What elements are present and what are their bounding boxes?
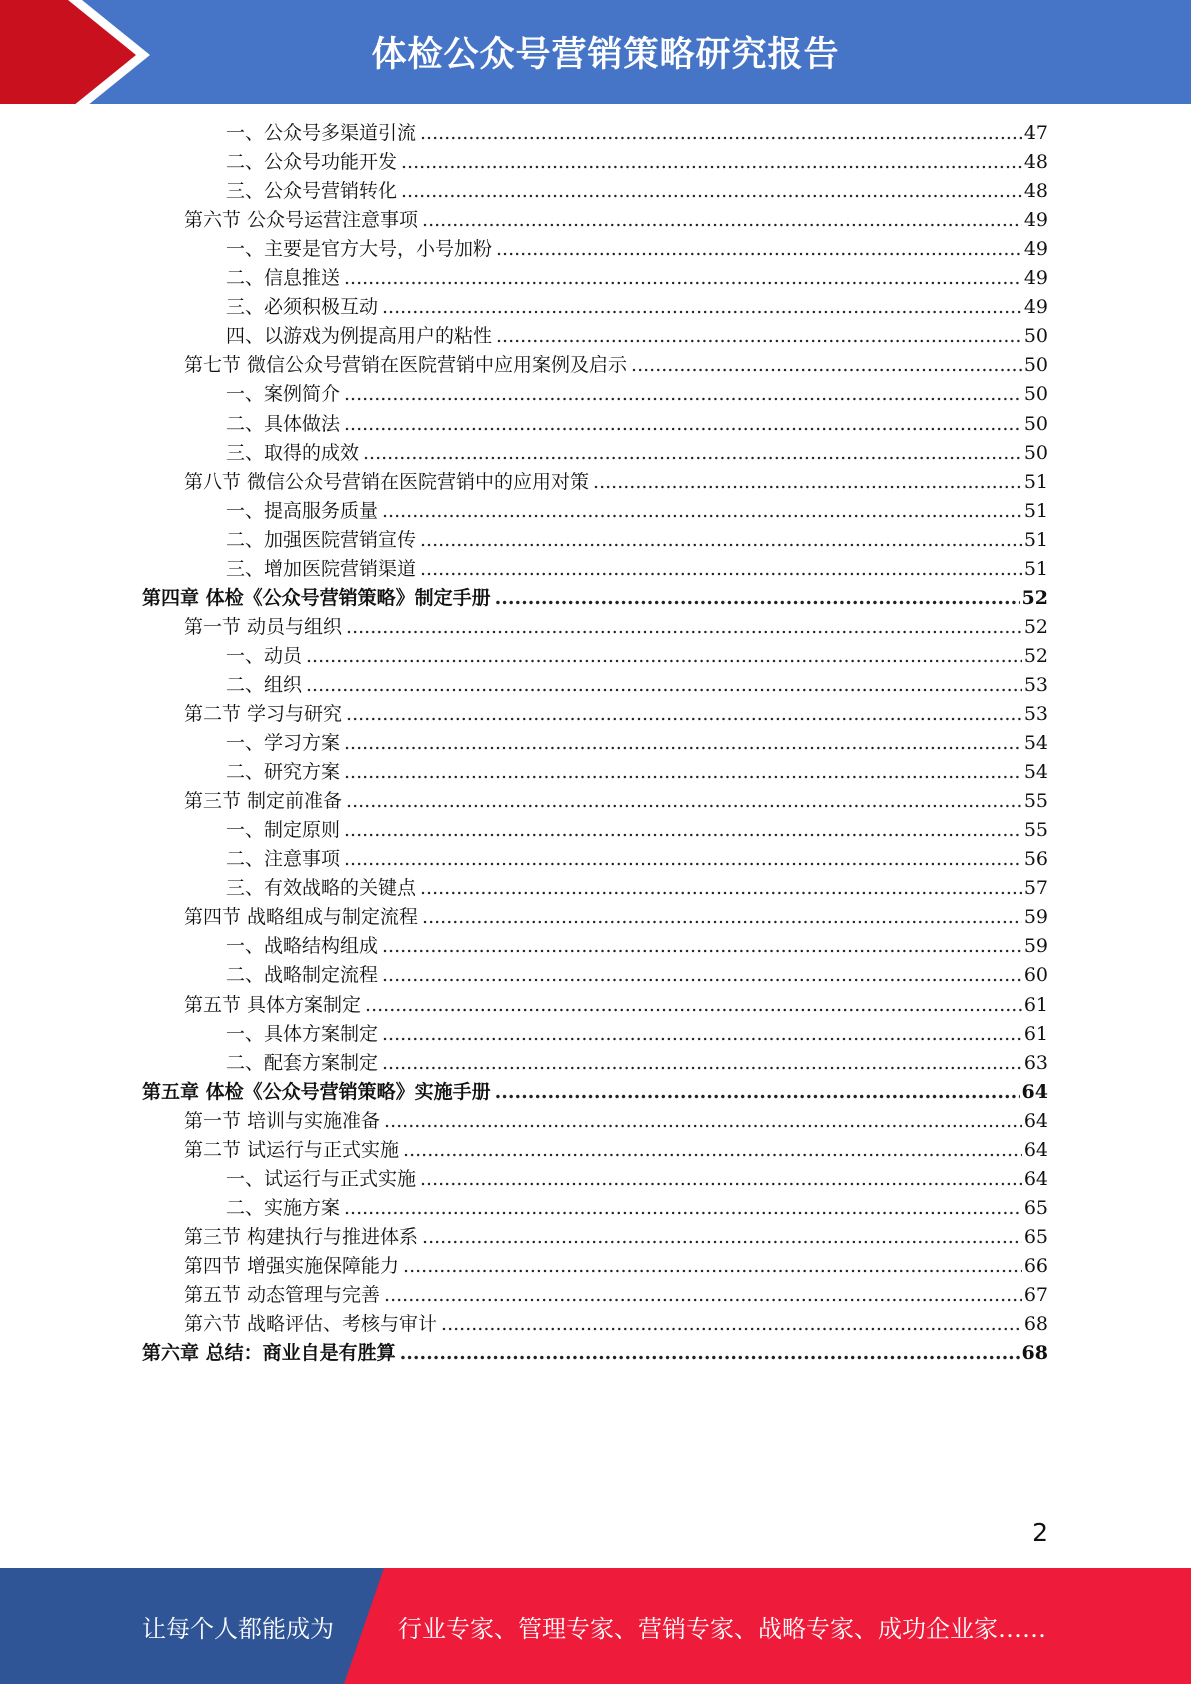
- toc-entry-page: 52: [1023, 615, 1048, 638]
- toc-entry-title: 二、战略制定流程: [226, 964, 379, 987]
- toc-dot-leader: [344, 815, 1022, 846]
- toc-entry-page: 66: [1023, 1254, 1048, 1277]
- toc-entry-title: 二、加强医院营销宣传: [226, 528, 417, 551]
- toc-subsection-entry[interactable]: [226, 263, 1048, 294]
- toc-subsection-entry[interactable]: [226, 438, 1048, 469]
- toc-entry-page: 63: [1023, 1051, 1048, 1074]
- toc-subsection-entry[interactable]: [226, 1048, 1048, 1079]
- toc-entry-title: 第五节 具体方案制定: [184, 993, 362, 1016]
- toc-subsection-entry[interactable]: [226, 321, 1048, 352]
- footer-slogan-right: 行业专家、管理专家、营销专家、战略专家、成功企业家……: [398, 1614, 1046, 1643]
- toc-dot-leader: [593, 467, 1022, 498]
- toc-entry-title: 第七节 微信公众号营销在医院营销中应用案例及启示: [184, 354, 628, 377]
- toc-dot-leader: [420, 554, 1022, 585]
- toc-entry-title: 第四节 增强实施保障能力: [184, 1254, 400, 1277]
- toc-dot-leader: [495, 583, 1020, 614]
- toc-dot-leader: [346, 786, 1022, 817]
- toc-entry-page: 54: [1023, 732, 1048, 755]
- toc-subsection-entry[interactable]: [226, 728, 1048, 759]
- toc-entry-title: 一、提高服务质量: [226, 499, 379, 522]
- toc-entry-title: 一、公众号多渠道引流: [226, 122, 417, 144]
- toc-entry-title: 三、取得的成效: [226, 441, 360, 464]
- toc-entry-title: 第六节 战略评估、考核与审计: [184, 1313, 438, 1336]
- toc-section-entry[interactable]: [184, 1280, 1048, 1311]
- toc-entry-title: 一、动员: [226, 644, 303, 667]
- page-number: 2: [1032, 1518, 1048, 1547]
- toc-entry-page: 51: [1023, 528, 1048, 551]
- toc-dot-leader: [403, 1135, 1022, 1166]
- toc-dot-leader: [344, 263, 1022, 294]
- toc-entry-page: 61: [1023, 993, 1048, 1016]
- toc-dot-leader: [496, 234, 1022, 265]
- toc-entry-page: 55: [1023, 790, 1048, 813]
- footer-slogan-left: 让每个人都能成为: [142, 1614, 334, 1643]
- toc-entry-page: 49: [1023, 267, 1048, 290]
- toc-dot-leader: [384, 1106, 1022, 1137]
- toc-dot-leader: [382, 1019, 1022, 1050]
- toc-entry-title: 第二节 试运行与正式实施: [184, 1138, 400, 1161]
- toc-subsection-entry[interactable]: [226, 176, 1048, 207]
- toc-section-entry[interactable]: [184, 1251, 1048, 1282]
- toc-section-entry[interactable]: [184, 786, 1048, 817]
- toc-dot-leader: [631, 350, 1022, 381]
- toc-entry-page: 50: [1023, 383, 1048, 406]
- toc-dot-leader: [344, 844, 1022, 875]
- toc-dot-leader: [403, 1251, 1022, 1282]
- toc-subsection-entry[interactable]: [226, 379, 1048, 410]
- toc-dot-leader: [346, 612, 1022, 643]
- toc-subsection-entry[interactable]: [226, 873, 1048, 904]
- toc-dot-leader: [400, 1338, 1020, 1369]
- toc-entry-page: 65: [1023, 1225, 1048, 1248]
- toc-entry-title: 一、战略结构组成: [226, 935, 379, 958]
- toc-entry-page: 52: [1023, 644, 1048, 667]
- toc-entry-title: 三、增加医院营销渠道: [226, 557, 417, 580]
- toc-entry-page: 52: [1021, 586, 1048, 609]
- toc-dot-leader: [422, 205, 1022, 236]
- toc-entry-title: 一、具体方案制定: [226, 1022, 379, 1045]
- toc-entry-title: 第五章 体检《公众号营销策略》实施手册: [142, 1080, 491, 1103]
- toc-entry-page: 56: [1023, 848, 1048, 871]
- toc-dot-leader: [365, 990, 1022, 1021]
- toc-dot-leader: [344, 379, 1022, 410]
- toc-chapter-entry[interactable]: [142, 1338, 1048, 1369]
- toc-entry-page: 64: [1021, 1080, 1048, 1103]
- toc-entry-title: 第四节 战略组成与制定流程: [184, 906, 419, 929]
- toc-subsection-entry[interactable]: [226, 525, 1048, 556]
- toc-dot-leader: [420, 525, 1022, 556]
- toc-section-entry[interactable]: [184, 902, 1048, 933]
- toc-dot-leader: [422, 902, 1022, 933]
- toc-entry-page: 48: [1023, 180, 1048, 203]
- toc-section-entry[interactable]: [184, 467, 1048, 498]
- toc-entry-page: 68: [1021, 1342, 1048, 1365]
- toc-dot-leader: [363, 438, 1022, 469]
- toc-entry-title: 一、案例简介: [226, 383, 341, 406]
- toc-subsection-entry[interactable]: [226, 554, 1048, 585]
- toc-dot-leader: [344, 1193, 1022, 1224]
- toc-section-entry[interactable]: [184, 1309, 1048, 1340]
- toc-subsection-entry[interactable]: [226, 147, 1048, 178]
- toc-subsection-entry[interactable]: [226, 815, 1048, 846]
- toc-dot-leader: [382, 960, 1022, 991]
- toc-dot-leader: [422, 1222, 1022, 1253]
- toc-entry-page: 51: [1023, 499, 1048, 522]
- toc-entry-title: 第三节 构建执行与推进体系: [184, 1225, 419, 1248]
- toc-entry-title: 第四章 体检《公众号营销策略》制定手册: [142, 586, 491, 609]
- toc-entry-title: 二、配套方案制定: [226, 1051, 379, 1074]
- toc-entry-title: 二、组织: [226, 673, 303, 696]
- toc-section-entry[interactable]: [184, 612, 1048, 643]
- toc-dot-leader: [382, 1048, 1022, 1079]
- toc-entry-page: 47: [1023, 122, 1048, 144]
- footer-banner: [0, 1568, 1191, 1684]
- toc-entry-title: 一、试运行与正式实施: [226, 1167, 417, 1190]
- toc-section-entry[interactable]: [184, 1106, 1048, 1137]
- toc-subsection-entry[interactable]: [226, 757, 1048, 788]
- toc-entry-page: 49: [1023, 296, 1048, 319]
- toc-subsection-entry[interactable]: [226, 496, 1048, 527]
- toc-entry-page: 59: [1023, 935, 1048, 958]
- toc-subsection-entry[interactable]: [226, 844, 1048, 875]
- toc-entry-page: 50: [1023, 354, 1048, 377]
- toc-subsection-entry[interactable]: [226, 1019, 1048, 1050]
- toc-dot-leader: [420, 873, 1022, 904]
- toc-entry-page: 48: [1023, 151, 1048, 174]
- toc-entry-title: 三、必须积极互动: [226, 296, 379, 319]
- toc-entry-title: 一、学习方案: [226, 732, 341, 755]
- toc-entry-page: 51: [1023, 557, 1048, 580]
- toc-entry-page: 55: [1023, 819, 1048, 842]
- toc-subsection-entry[interactable]: [226, 234, 1048, 265]
- toc-entry-title: 第一节 培训与实施准备: [184, 1109, 381, 1132]
- toc-entry-page: 51: [1023, 470, 1048, 493]
- toc-entry-title: 第八节 微信公众号营销在医院营销中的应用对策: [184, 470, 590, 493]
- toc-entry-title: 二、研究方案: [226, 761, 341, 784]
- toc-subsection-entry[interactable]: [226, 641, 1048, 672]
- toc-entry-title: 第三节 制定前准备: [184, 790, 343, 813]
- toc-entry-page: 60: [1023, 964, 1048, 987]
- toc-dot-leader: [344, 728, 1022, 759]
- toc-dot-leader: [495, 1077, 1020, 1108]
- toc-subsection-entry[interactable]: [226, 931, 1048, 962]
- toc-entry-page: 53: [1023, 673, 1048, 696]
- toc-dot-leader: [401, 176, 1022, 207]
- toc-section-entry[interactable]: [184, 205, 1048, 236]
- toc-entry-title: 第一节 动员与组织: [184, 615, 343, 638]
- toc-subsection-entry[interactable]: [226, 292, 1048, 323]
- toc-entry-page: 57: [1023, 877, 1048, 900]
- toc-entry-title: 二、具体做法: [226, 412, 341, 435]
- toc-dot-leader: [346, 699, 1022, 730]
- toc-entry-title: 三、公众号营销转化: [226, 180, 398, 203]
- toc-entry-page: 65: [1023, 1196, 1048, 1219]
- toc-dot-leader: [441, 1309, 1022, 1340]
- toc-entry-title: 第二节 学习与研究: [184, 703, 343, 725]
- toc-dot-leader: [496, 321, 1022, 352]
- toc-dot-leader: [382, 931, 1022, 962]
- toc-dot-leader: [401, 147, 1022, 178]
- toc-dot-leader: [306, 641, 1022, 672]
- toc-chapter-entry[interactable]: [142, 1077, 1048, 1108]
- toc-section-entry[interactable]: [184, 350, 1048, 381]
- toc-section-entry[interactable]: [184, 1222, 1048, 1253]
- toc-dot-leader: [306, 670, 1022, 701]
- toc-entry-title: 第六节 公众号运营注意事项: [184, 209, 419, 232]
- toc-entry-page: 53: [1023, 703, 1048, 725]
- toc-entry-page: 50: [1023, 441, 1048, 464]
- header-divider: [0, 104, 1191, 110]
- toc-entry-title: 四、以游戏为例提高用户的粘性: [226, 325, 493, 348]
- toc-entry-title: 一、主要是官方大号，小号加粉: [226, 238, 493, 261]
- toc-subsection-entry[interactable]: [226, 1164, 1048, 1195]
- toc-entry-title: 一、制定原则: [226, 819, 341, 842]
- toc-dot-leader: [382, 292, 1022, 323]
- toc-entry-page: 54: [1023, 761, 1048, 784]
- toc-entry-title: 二、信息推送: [226, 267, 341, 290]
- toc-entry-page: 49: [1023, 209, 1048, 232]
- toc-entry-page: 50: [1023, 412, 1048, 435]
- toc-entry-title: 二、公众号功能开发: [226, 151, 398, 174]
- toc-dot-leader: [420, 1164, 1022, 1195]
- toc-subsection-entry[interactable]: [226, 670, 1048, 701]
- toc-dot-leader: [420, 118, 1022, 149]
- toc-entry-page: 68: [1023, 1313, 1048, 1336]
- toc-entry-page: 49: [1023, 238, 1048, 261]
- toc-entry-page: 64: [1023, 1167, 1048, 1190]
- toc-entry-page: 64: [1023, 1109, 1048, 1132]
- toc-section-entry[interactable]: [184, 699, 1048, 730]
- toc-subsection-entry[interactable]: [226, 960, 1048, 991]
- toc-entry-title: 第六章 总结：商业自是有胜算: [142, 1342, 396, 1365]
- toc-entry-page: 67: [1023, 1284, 1048, 1306]
- toc-entry-page: 64: [1023, 1138, 1048, 1161]
- toc-dot-leader: [344, 409, 1022, 440]
- toc-entry-page: 59: [1023, 906, 1048, 929]
- toc-entry-title: 三、有效战略的关键点: [226, 877, 417, 900]
- header-banner: [0, 0, 1191, 110]
- toc-dot-leader: [344, 757, 1022, 788]
- toc-section-entry[interactable]: [184, 1135, 1048, 1166]
- toc-chapter-entry[interactable]: [142, 583, 1048, 614]
- document-title: 体检公众号营销策略研究报告: [371, 35, 840, 75]
- toc-entry-title: 二、注意事项: [226, 848, 341, 871]
- toc-section-entry[interactable]: [184, 990, 1048, 1021]
- toc-dot-leader: [382, 496, 1022, 527]
- toc-entry-page: 50: [1023, 325, 1048, 348]
- toc-dot-leader: [384, 1280, 1022, 1311]
- toc-subsection-entry[interactable]: [226, 409, 1048, 440]
- toc-entry-title: 二、实施方案: [226, 1196, 341, 1219]
- toc-entry-page: 61: [1023, 1022, 1048, 1045]
- toc-subsection-entry[interactable]: [226, 1193, 1048, 1224]
- toc-entry-title: 第五节 动态管理与完善: [184, 1284, 381, 1306]
- toc-subsection-entry[interactable]: [226, 118, 1048, 149]
